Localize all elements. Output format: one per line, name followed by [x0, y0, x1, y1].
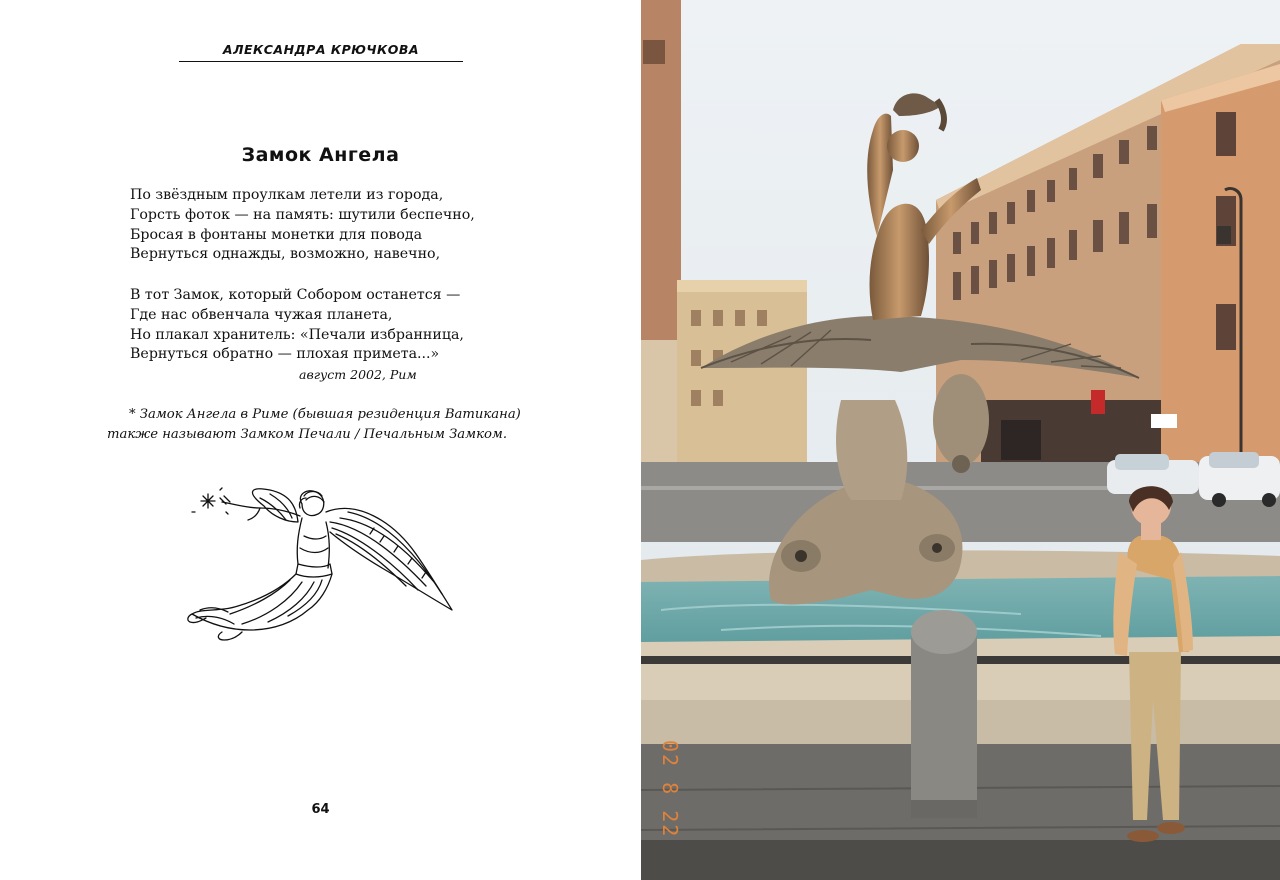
photo-date-stamp: 02 8 22 [658, 740, 682, 839]
poem-title: Замок Ангела [241, 144, 400, 166]
footnote [107, 405, 551, 445]
poem-line: Горсть фоток — на память: шутили беспечно, [130, 206, 475, 223]
footnote-line: также называют Замком Печали / Печальным Замком. [107, 427, 508, 442]
footnote-line: * Замок Ангела в Риме (бывшая резиденция Ватикана) [129, 407, 521, 422]
poem-line: Вернуться однажды, возможно, навечно, [130, 246, 441, 263]
poem-line: Но плакал хранитель: «Печали избранница, [130, 326, 464, 343]
poem-line: По звёздным проулкам летели из города, [130, 187, 444, 203]
running-head: АЛЕКСАНДРА КРЮЧКОВА [179, 42, 463, 62]
poem-line: Вернуться обратно — плохая примета...» [130, 346, 440, 363]
stanza-2 [130, 286, 510, 365]
page-number: 64 [311, 802, 330, 817]
right-page [641, 0, 1280, 880]
poem-signature: август 2002, Рим [299, 367, 417, 382]
poem-line: В тот Замок, который Собором останется — [130, 287, 461, 303]
poem-line: Бросая в фонтаны монетки для повода [130, 226, 423, 243]
angel-illustration [180, 482, 460, 647]
stanza-1 [130, 186, 510, 265]
poem-line: Где нас обвенчала чужая планета, [130, 306, 393, 323]
fountain-photo [641, 0, 1280, 880]
